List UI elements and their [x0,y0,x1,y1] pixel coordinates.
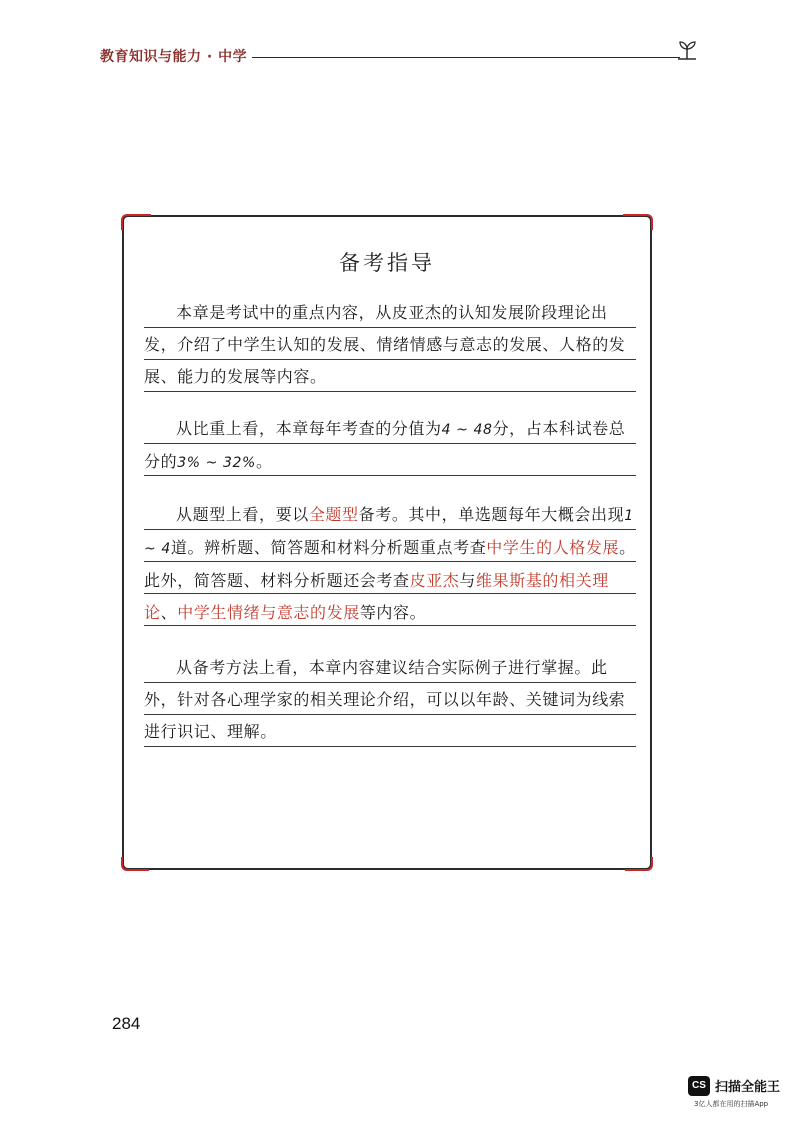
header-title: 教育知识与能力 · 中学 [100,49,248,65]
guide-paragraph-2 [144,413,636,477]
highlight-text: 皮亚杰 [409,571,460,590]
scanner-watermark [688,1074,788,1114]
paragraph-text: 从备考方法上看，本章内容建议结合实际例子进行掌握。此外，针对各心理学家的相关理论介绍，可以以年龄、关键词为线索进行识记、理解。 [144,658,626,741]
page-header [100,38,700,78]
highlight-text: 中学生情绪与意志的发展 [177,603,360,622]
guide-paragraph-4 [144,652,636,748]
paragraph-text: 等内容。 [359,603,427,622]
paragraph-text: 备考。其中，单选题每年大概会出现 [358,505,625,524]
paragraph-text: 与 [459,571,477,590]
highlight-text: 维果斯基的相关理论 [144,571,609,622]
watermark-subtitle: 3亿人都在用的扫描App [694,1100,769,1108]
score-range: 4 ~ 48 [441,422,493,438]
corner-decoration [121,857,149,871]
corner-decoration [625,857,653,871]
highlight-text: 全题型 [308,505,359,524]
watermark-app-name: 扫描全能王 [715,1080,781,1095]
paragraph-text: 。此外，简答题、材料分析题还会考查 [144,538,636,590]
question-count: 1 ~ 4 [144,508,634,557]
camscanner-logo-icon: CS [688,1076,710,1096]
header-rule [252,57,680,58]
paragraph-text: 从比重上看，本章每年考查的分值为 [176,419,442,438]
study-guide-box [122,215,652,870]
guide-title: 备考指导 [339,251,435,275]
guide-paragraph-3 [144,499,636,627]
page-number: 284 [112,1014,141,1033]
paragraph-text: 道。辨析题、简答题和材料分析题重点考查 [170,538,487,557]
guide-paragraph-1 [144,297,636,393]
paragraph-text: 从题型上看，要以 [176,505,309,524]
paragraph-text: 、 [160,603,178,622]
highlight-text: 中学生的人格发展 [486,538,620,557]
percentage-range: 3% ~ 32% [177,455,256,471]
paragraph-text: 本章是考试中的重点内容，从皮亚杰的认知发展阶段理论出发，介绍了中学生认知的发展、情绪情感与意志的发展、人格的发展、能力的发展等内容。 [144,303,626,386]
sprout-icon [674,38,700,62]
paragraph-text: 。 [255,452,273,471]
paragraph-text: 分，占本科试卷总分的 [144,419,626,471]
